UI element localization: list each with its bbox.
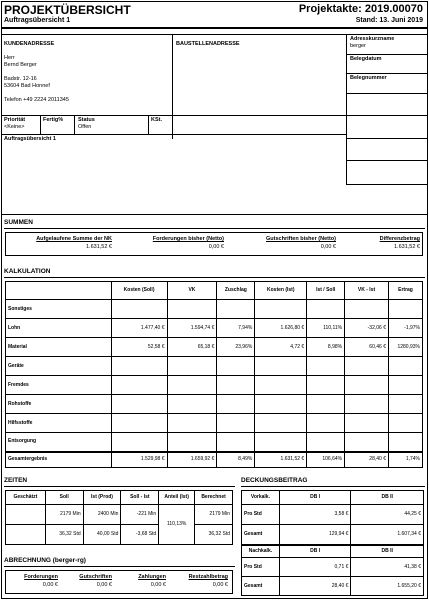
status-label: Status [78,117,95,123]
divider [346,73,428,74]
customer-address-line: Bernd Berger [4,62,37,68]
kalk-cell [307,357,345,376]
divider [346,115,428,116]
belegdatum-label: Belegdatum [350,56,382,62]
deckung-header: DB II [351,546,424,558]
divider [346,34,347,184]
belegnummer-label: Belegnummer [350,75,387,81]
kalkulation-row [6,433,423,452]
kalk-cell: 1.594,74 € [167,319,217,338]
kalk-header: VK [167,282,217,300]
kalk-cell: 23,96% [217,338,255,357]
abrechnung-value-gutschriften: 0,00 € [96,582,112,588]
kalkulation-row [6,357,423,376]
zeiten-row-min [6,505,233,525]
kalkulation-row [6,300,423,319]
divider [4,566,235,567]
summen-header-forderungen: Forderungen bisher (Netto) [152,236,224,242]
kalk-header: Kosten (Ist) [255,282,307,300]
prioritaet-label: Priorität [4,117,26,123]
zeiten-anteil: 110,13% [159,505,195,545]
kalk-cell [167,376,217,395]
deckung-header: Vorkalk. [242,491,280,505]
abrechnung-header-zahlungen: Zahlungen [138,574,166,580]
kalk-cell: 1.626,80 € [255,319,307,338]
kalk-cell: 110,11% [307,319,345,338]
kst-label: KSt. [151,117,162,123]
kalk-cell [217,300,255,319]
adresskurzname-label: Adresskurzname [350,36,395,42]
kalk-cell [111,395,167,414]
kalk-cell: 1280,93% [388,338,422,357]
deckung-header: Nachkalk. [242,546,280,558]
page-title: PROJEKTÜBERSICHT [4,3,131,17]
zeiten-cell: 40,00 Std [83,525,121,545]
kalk-cell [345,414,389,433]
divider [346,93,428,94]
kalk-cell [167,433,217,452]
kalk-cell [307,395,345,414]
kalkulation-row [6,414,423,433]
prioritaet-value: <Keine> [4,124,25,130]
kalkulation-total-row [6,452,423,468]
divider [241,486,425,487]
kalk-cell [217,433,255,452]
abrechnung-header-gutschriften: Gutschriften [79,574,112,580]
zeiten-cell: -221 Min [121,505,159,525]
deckung-cell: 28,40 € [279,577,351,596]
deckung-row-label: Pro Std [242,558,280,577]
kalk-cell [167,395,217,414]
header-rule [1,27,428,29]
kalk-row-label: Geräte [6,357,112,376]
summen-value-forderungen: 0,00 € [208,244,224,250]
divider [346,160,428,161]
kalk-cell: 8,98% [307,338,345,357]
abrechnung-header-forderungen: Forderungen [24,574,58,580]
kalk-row-label: Rohstoffe [6,395,112,414]
divider [40,115,41,134]
deckung-nach-header-row [242,546,424,558]
deckung-vor-table [241,490,424,545]
divider [346,184,428,185]
customer-address-line: Telefon +49 2224 2011345 [4,97,69,103]
divider [74,115,75,134]
zeiten-cell: 2400 Min [83,505,121,525]
kalk-cell [255,300,307,319]
kalk-cell: 7,94% [217,319,255,338]
customer-address-line: 53604 Bad Honnef [4,83,50,89]
project-number: Projektakte: 2019.00070 [298,3,423,15]
zeiten-header: Soll [45,491,83,505]
deckung-nach-row [242,577,424,596]
deckung-cell: 44,25 € [351,505,424,525]
divider [1,115,346,116]
kalk-header [6,282,112,300]
kalk-cell: 1.631,52 € [255,452,307,468]
status-date: Stand: 13. Juni 2019 [355,17,423,24]
deckung-vor-row [242,505,424,525]
kalk-cell [388,395,422,414]
kalk-cell [345,357,389,376]
site-address-label: BAUSTELLENADRESSE [176,41,240,47]
zeiten-cell [6,505,46,525]
kalk-header: VK - Ist [345,282,389,300]
kalk-cell [388,376,422,395]
zeiten-header: Geschätzt [6,491,46,505]
deckung-cell: 129,94 € [279,525,351,545]
kalk-cell: 8,49% [217,452,255,468]
divider [1,34,428,35]
kalk-cell [167,300,217,319]
kalk-cell [111,376,167,395]
deckung-vor-row [242,525,424,545]
kalk-header: Ertrag [388,282,422,300]
divider [172,34,173,139]
zeiten-header: Berechnet [195,491,233,505]
kalk-cell [255,376,307,395]
divider [346,138,428,139]
order-label: Auftragsübersicht 1 [4,136,56,142]
abrechnung-header-rest: Restzahlbetrag [188,574,228,580]
zeiten-cell: 2179 Min [45,505,83,525]
summen-header-nk: Aufgelaufene Summe der NK [36,236,112,242]
summen-value-nk: 1.631,52 € [86,244,112,250]
adresskurzname-value: berger [350,43,366,49]
divider [4,228,425,229]
deckung-header: DB II [351,491,424,505]
customer-address [4,55,69,104]
kalk-header: Zuschlag [217,282,255,300]
abrechnung-value-zahlungen: 0,00 € [150,582,166,588]
kalk-cell [167,414,217,433]
deckung-nach-row [242,558,424,577]
fertig-label: Fertig% [43,117,64,123]
kalk-row-label: Material [6,338,112,357]
customer-address-line [4,90,69,97]
zeiten-header: Ist (Prod) [83,491,121,505]
zeiten-cell: 36,32 Std [45,525,83,545]
kalk-cell [307,433,345,452]
summen-title: SUMMEN [4,219,33,226]
kalk-row-label: Lohn [6,319,112,338]
kalk-cell [307,414,345,433]
page-subtitle: Auftragsübersicht 1 [4,17,71,24]
kalkulation-title: KALKULATION [4,268,51,275]
zeiten-cell: 36,32 Std [195,525,233,545]
kalk-cell: 1.477,40 € [111,319,167,338]
abrechnung-value-forderungen: 0,00 € [42,582,58,588]
kalk-header: Kosten (Soll) [111,282,167,300]
status-value: Offen [78,124,92,130]
zeiten-row-std [6,525,233,545]
customer-address-label: KUNDENADRESSE [4,41,55,47]
summen-value-differenz: 1.631,52 € [394,244,420,250]
kalk-cell [345,376,389,395]
customer-address-line: Badstr. 12-16 [4,76,37,82]
abrechnung-title: ABRECHNUNG (berger-rg) [4,557,86,564]
kalk-row-label: Entsorgung [6,433,112,452]
kalk-row-label: Hilfsstoffe [6,414,112,433]
kalk-cell: 1.529,98 € [111,452,167,468]
customer-address-line [4,69,69,76]
kalk-cell [255,357,307,376]
kalk-cell [217,357,255,376]
deckung-cell: 3,58 € [279,505,351,525]
kalk-cell [255,395,307,414]
divider [148,115,149,134]
kalk-cell: 106,64% [307,452,345,468]
kalk-cell: 52,58 € [111,338,167,357]
deckung-vor-header-row [242,491,424,505]
zeiten-cell [6,525,46,545]
deckung-row-label: Gesamt [242,525,280,545]
kalk-cell [307,300,345,319]
kalk-cell [167,357,217,376]
kalk-cell: -1,97% [388,319,422,338]
divider [1,214,428,215]
deckung-cell: 0,71 € [279,558,351,577]
kalk-row-label: Sonstiges [6,300,112,319]
kalk-cell [255,414,307,433]
summen-header-gutschriften: Gutschriften bisher (Netto) [266,236,336,242]
divider [346,54,428,55]
kalk-cell [255,433,307,452]
kalk-row-label: Fremdes [6,376,112,395]
kalk-cell: -32,06 € [345,319,389,338]
zeiten-table [5,490,233,545]
customer-address-line: Herr [4,55,15,61]
kalk-cell: 1.659,92 € [167,452,217,468]
kalk-cell [217,376,255,395]
kalk-cell: 1,74% [388,452,422,468]
kalk-cell: 28,40 € [345,452,389,468]
abrechnung-value-rest: 0,00 € [212,582,228,588]
kalk-cell [345,395,389,414]
kalk-cell [111,433,167,452]
kalk-cell [217,414,255,433]
kalkulation-table [5,281,423,468]
kalk-cell [111,414,167,433]
deckung-cell: 41,38 € [351,558,424,577]
deckung-nach-table [241,545,424,596]
kalk-cell [111,357,167,376]
kalk-cell: 65,18 € [167,338,217,357]
kalk-cell [388,414,422,433]
kalk-cell: 4,72 € [255,338,307,357]
zeiten-header-row [6,491,233,505]
deckung-title: DECKUNGSBEITRAG [241,477,308,484]
zeiten-title: ZEITEN [4,477,28,484]
divider [1,134,346,135]
summen-header-differenz: Differenzbetrag [379,236,420,242]
kalkulation-row [6,395,423,414]
kalk-cell [217,395,255,414]
kalk-cell [388,300,422,319]
deckung-cell: 1.655,20 € [351,577,424,596]
kalkulation-row [6,319,423,338]
kalk-row-label: Gesamtergebnis [6,452,112,468]
kalkulation-row [6,338,423,357]
kalk-cell [345,433,389,452]
deckung-row-label: Gesamt [242,577,280,596]
deckung-row-label: Pro Std [242,505,280,525]
kalk-cell: 60,46 € [345,338,389,357]
kalk-cell [388,357,422,376]
zeiten-header: Anteil (Ist) [159,491,195,505]
deckung-cell: 1.607,34 € [351,525,424,545]
divider [4,486,235,487]
kalk-header: Ist / Soll [307,282,345,300]
zeiten-header: Soll - Ist [121,491,159,505]
kalk-cell [111,300,167,319]
zeiten-cell: -3,68 Std [121,525,159,545]
kalkulation-header-row [6,282,423,300]
zeiten-cell: 2179 Min [195,505,233,525]
summen-value-gutschriften: 0,00 € [320,244,336,250]
kalkulation-row [6,376,423,395]
deckung-header: DB I [279,546,351,558]
kalk-cell [345,300,389,319]
deckung-header: DB I [279,491,351,505]
kalk-cell [388,433,422,452]
kalk-cell [307,376,345,395]
divider [4,277,425,278]
